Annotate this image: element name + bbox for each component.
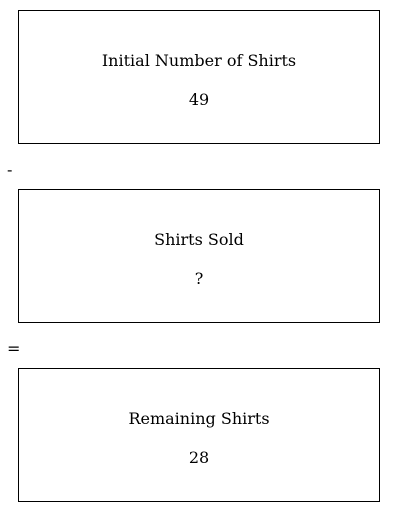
- equals-operator: =: [7, 339, 21, 358]
- initial-shirts-box: [18, 10, 380, 144]
- shirts-sold-label: Shirts Sold: [154, 230, 244, 249]
- initial-shirts-value: 49: [188, 90, 210, 109]
- minus-operator: -: [7, 160, 13, 179]
- remaining-shirts-label: Remaining Shirts: [128, 409, 270, 428]
- initial-shirts-label: Initial Number of Shirts: [101, 51, 297, 70]
- remaining-shirts-box: [18, 368, 380, 502]
- remaining-shirts-value: 28: [188, 448, 210, 467]
- shirts-sold-value: ?: [194, 269, 204, 288]
- shirts-sold-box: [18, 189, 380, 323]
